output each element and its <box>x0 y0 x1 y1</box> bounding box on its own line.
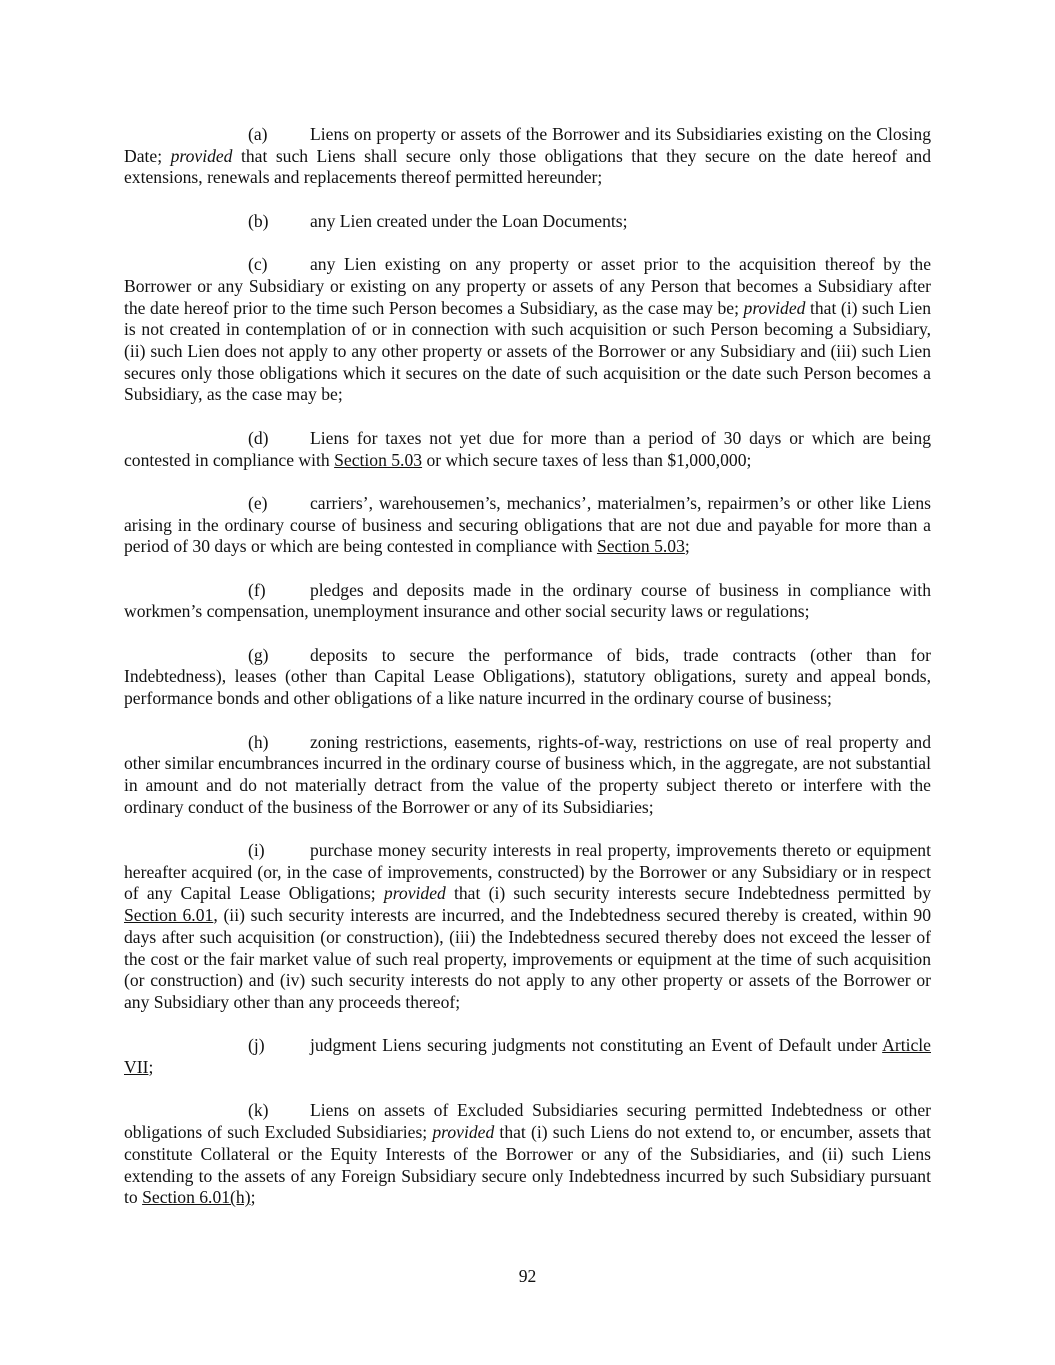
emphasis-text: provided <box>743 297 806 318</box>
clause-text: that (i) such security interests secure Indebtedness permitted by <box>445 883 931 904</box>
clause-g <box>124 645 931 710</box>
clause-i <box>124 840 931 1014</box>
clause-label: (a) <box>248 124 268 144</box>
clause-label: (e) <box>248 492 268 513</box>
clause-label: (f) <box>248 579 266 600</box>
cross-reference: Section 6.01(h) <box>142 1187 251 1208</box>
clause-text: judgment Liens securing judgments not constituting an Event of Default under <box>310 1035 883 1056</box>
clause-f <box>124 580 931 623</box>
cross-reference: Section 5.03 <box>596 536 685 557</box>
clause-label: (c) <box>248 254 268 275</box>
clause-text: any Lien existing on any property or asset prior to the acquisition thereof by the Borrower or any Subsidiary or existing on any property or assets of any Person that becomes a Subsidiary after the date hereof prior to the time such Person becomes a Subsidiary, as the case may be; <box>124 254 931 318</box>
clause-h <box>124 732 931 819</box>
clause-text: Liens on property or assets of the Borrower and its Subsidiaries existing on the Closing Date; <box>124 124 931 166</box>
clause-text: pledges and deposits made in the ordinary course of business in compliance with workmen’s compensation, unemployment insurance and other social security laws or regulations; <box>124 579 931 622</box>
clause-k <box>124 1100 931 1209</box>
clause-label: (i) <box>248 840 265 861</box>
cross-reference: Article VII <box>124 1035 931 1078</box>
cross-reference: Section 6.01 <box>124 905 214 926</box>
clause-label: (k) <box>248 1100 269 1121</box>
clause-text: Liens for taxes not yet due for more than a period of 30 days or which are being contested in compliance with <box>124 427 931 470</box>
clause-d <box>124 428 931 471</box>
clause-text: any Lien created under the Loan Documents; <box>310 210 628 231</box>
clause-text: Liens on assets of Excluded Subsidiaries securing permitted Indebtedness or other obligations of such Excluded Subsidiaries; <box>124 1100 931 1143</box>
clause-j <box>124 1035 931 1078</box>
clause-text: that (i) such Lien is not created in contemplation of or in connection with such acquisition or such Person becoming a Subsidiary, (ii) such Lien does not apply to any other property or assets of the Borrower or any Subsidiary and (iii) such Lien secures only those obligations which it secures on the date of such acquisition or the date such Person becomes a Subsidiary, as the case may be; <box>124 297 931 405</box>
clause-text: ; <box>148 1057 154 1078</box>
clause-text: purchase money security interests in real property, improvements thereto or equipment hereafter acquired (or, in the case of improvements, constructed) by the Borrower or any Subsidiary or in respect of any Capital Lease Obligations; <box>124 840 931 904</box>
clause-text: that (i) such Liens do not extend to, or encumber, assets that constitute Collateral or the Equity Interests of the Borrower or any of the Subsidiaries, and (ii) such Liens extending to the assets of any Foreign Subsidiary secure only Indebtedness incurred by such Subsidiary pursuant to <box>124 1122 931 1208</box>
clause-text: ; <box>684 536 690 557</box>
clause-label: (j) <box>248 1035 265 1056</box>
clause-a <box>124 124 931 189</box>
clause-text: that such Liens shall secure only those obligations that they secure on the date hereof and extensions, renewals and replacements thereof permitted hereunder; <box>124 145 932 188</box>
emphasis-text: provided <box>170 145 233 166</box>
clause-text: or which secure taxes of less than $1,000,000; <box>422 449 752 470</box>
emphasis-text: provided <box>432 1122 495 1143</box>
clause-b <box>124 211 931 233</box>
clause-c <box>124 254 931 406</box>
clause-label: (g) <box>248 644 269 665</box>
clause-text: deposits to secure the performance of bids, trade contracts (other than for Indebtedness), leases (other than Capital Lease Obligations), statutory obligations, surety and appeal bonds, performance bonds and other obligations of a like nature incurred in the ordinary course of business; <box>124 644 931 709</box>
clause-text: carriers’, warehousemen’s, mechanics’, materialmen’s, repairmen’s or other like Liens arising in the ordinary course of business and securing obligations that are not due and payable for more than a period of 30 days or which are being contested in compliance with <box>124 492 931 557</box>
clause-text: ; <box>250 1187 256 1208</box>
clause-label: (h) <box>248 731 269 752</box>
document-page-body <box>124 124 931 1231</box>
clause-text: zoning restrictions, easements, rights-of-way, restrictions on use of real property and other similar encumbrances incurred in the ordinary course of business which, in the aggregate, are not substantial in amount and do not materially detract from the value of the property subject thereto or interfere with the ordinary conduct of the business of the Borrower or any of its Subsidiaries; <box>124 731 931 817</box>
cross-reference: Section 5.03 <box>334 449 423 470</box>
clause-e <box>124 493 931 558</box>
page-number: 92 <box>518 1266 537 1286</box>
emphasis-text: provided <box>383 883 446 904</box>
clause-label: (d) <box>248 427 269 448</box>
clause-label: (b) <box>248 210 269 231</box>
clause-text: , (ii) such security interests are incurred, and the Indebtedness secured thereby is created, within 90 days after such acquisition (or construction), (iii) the Indebtedness secured thereby does not exceed the lesser of the cost or the fair market value of such real property, improvements or equipment at the time of such acquisition (or construction) and (iv) such security interests do not apply to any other property or assets of the Borrower or any Subsidiary other than any proceeds thereof; <box>124 905 931 1012</box>
